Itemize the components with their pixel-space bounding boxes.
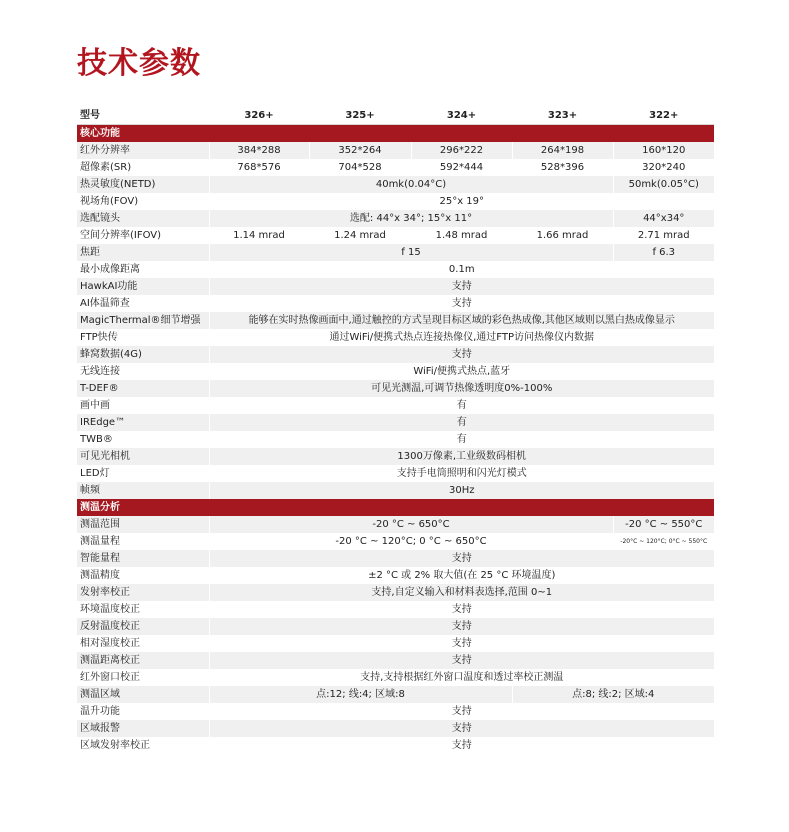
spec-label: MagicThermal®细节增强: [77, 312, 209, 329]
spec-label: 测温精度: [77, 567, 209, 584]
section-title: 核心功能: [77, 125, 714, 143]
spec-row: [77, 329, 714, 346]
spec-row: [77, 244, 714, 261]
section-title: 测温分析: [77, 499, 714, 516]
spec-label: 测温范围: [77, 516, 209, 533]
spec-label: 发射率校正: [77, 584, 209, 601]
spec-value: 592*444: [411, 159, 512, 176]
spec-value: 支持: [209, 652, 714, 669]
spec-row: [77, 261, 714, 278]
spec-value: 768*576: [209, 159, 309, 176]
model-header-cell: 322+: [613, 107, 714, 125]
spec-value: 2.71 mrad: [613, 227, 714, 244]
spec-value: 可见光测温,可调节热像透明度0%-100%: [209, 380, 714, 397]
spec-label: HawkAI功能: [77, 278, 209, 295]
spec-value: 支持: [209, 278, 714, 295]
spec-label: 帧频: [77, 482, 209, 499]
spec-label: TWB®: [77, 431, 209, 448]
spec-value: 384*288: [209, 142, 309, 159]
spec-row: [77, 669, 714, 686]
spec-label: LED灯: [77, 465, 209, 482]
spec-row: [77, 652, 714, 669]
spec-value: 160*120: [613, 142, 714, 159]
spec-value: ±2 °C 或 2% 取大值(在 25 °C 环境温度): [209, 567, 714, 584]
spec-label: 超像素(SR): [77, 159, 209, 176]
spec-value: 支持手电筒照明和闪光灯模式: [209, 465, 714, 482]
spec-label: 视场角(FOV): [77, 193, 209, 210]
spec-value: f 15: [209, 244, 613, 261]
spec-row: [77, 465, 714, 482]
spec-value: 有: [209, 431, 714, 448]
spec-value: 支持: [209, 295, 714, 312]
spec-label: 区域报警: [77, 720, 209, 737]
spec-row: [77, 295, 714, 312]
spec-label: 红外分辨率: [77, 142, 209, 159]
spec-value: 支持: [209, 346, 714, 363]
spec-value: 能够在实时热像画面中,通过触控的方式呈现目标区域的彩色热成像,其他区域则以黑白热成像显示: [209, 312, 714, 329]
spec-row: [77, 193, 714, 210]
spec-label: 环境温度校正: [77, 601, 209, 618]
spec-value: 1.48 mrad: [411, 227, 512, 244]
spec-value: 支持: [209, 703, 714, 720]
spec-value: 704*528: [309, 159, 411, 176]
spec-value: -20°C ~ 120°C; 0°C ~ 550°C: [613, 533, 714, 550]
spec-label: 测温区域: [77, 686, 209, 703]
spec-row: [77, 601, 714, 618]
spec-row: [77, 363, 714, 380]
spec-value: 296*222: [411, 142, 512, 159]
spec-row: [77, 431, 714, 448]
spec-value: 528*396: [512, 159, 613, 176]
spec-row: [77, 618, 714, 635]
spec-value: 有: [209, 414, 714, 431]
header-label: 型号: [77, 107, 209, 125]
spec-label: 最小成像距离: [77, 261, 209, 278]
spec-row: [77, 482, 714, 499]
spec-label: 无线连接: [77, 363, 209, 380]
spec-row: [77, 533, 714, 550]
spec-label: T-DEF®: [77, 380, 209, 397]
spec-label: 区域发射率校正: [77, 737, 209, 754]
spec-value: 支持: [209, 720, 714, 737]
spec-value: 25°x 19°: [209, 193, 714, 210]
spec-row: [77, 720, 714, 737]
spec-row: [77, 448, 714, 465]
spec-row: [77, 703, 714, 720]
spec-label: 红外窗口校正: [77, 669, 209, 686]
spec-row: [77, 635, 714, 652]
spec-row: [77, 312, 714, 329]
spec-value: 50mk(0.05°C): [613, 176, 714, 193]
spec-label: 智能量程: [77, 550, 209, 567]
spec-value: 1.14 mrad: [209, 227, 309, 244]
spec-row: [77, 210, 714, 227]
spec-label: IREdge™: [77, 414, 209, 431]
spec-value: 264*198: [512, 142, 613, 159]
model-header-cell: 326+: [209, 107, 309, 125]
spec-row: [77, 516, 714, 533]
spec-value: 支持,支持根据红外窗口温度和透过率校正测温: [209, 669, 714, 686]
spec-row: [77, 414, 714, 431]
spec-label: 蜂窝数据(4G): [77, 346, 209, 363]
spec-value: -20 °C ~ 550°C: [613, 516, 714, 533]
spec-value: 352*264: [309, 142, 411, 159]
spec-row: [77, 567, 714, 584]
spec-row: [77, 737, 714, 754]
spec-value: 支持: [209, 601, 714, 618]
spec-value: 支持: [209, 737, 714, 754]
spec-row: [77, 159, 714, 176]
spec-label: FTP快传: [77, 329, 209, 346]
spec-row: [77, 278, 714, 295]
spec-row: [77, 142, 714, 159]
spec-value: 点:12; 线:4; 区域:8: [209, 686, 512, 703]
spec-label: 温升功能: [77, 703, 209, 720]
spec-value: 支持,自定义输入和材料表选择,范围 0~1: [209, 584, 714, 601]
header-row: [77, 107, 714, 125]
spec-value: -20 °C ~ 120°C; 0 °C ~ 650°C: [209, 533, 613, 550]
page-title: 技术参数: [77, 46, 201, 81]
model-header-cell: 325+: [309, 107, 411, 125]
spec-value: -20 °C ~ 650°C: [209, 516, 613, 533]
spec-row: [77, 550, 714, 567]
spec-value: 通过WiFi/便携式热点连接热像仪,通过FTP访问热像仪内数据: [209, 329, 714, 346]
spec-row: [77, 686, 714, 703]
spec-label: AI体温筛查: [77, 295, 209, 312]
spec-value: 1.66 mrad: [512, 227, 613, 244]
spec-value: 1.24 mrad: [309, 227, 411, 244]
spec-label: 选配镜头: [77, 210, 209, 227]
section-header: [77, 499, 714, 516]
spec-label: 相对湿度校正: [77, 635, 209, 652]
spec-row: [77, 346, 714, 363]
spec-value: WiFi/便携式热点,蓝牙: [209, 363, 714, 380]
model-header-cell: 324+: [411, 107, 512, 125]
spec-label: 空间分辨率(IFOV): [77, 227, 209, 244]
model-header-cell: 323+: [512, 107, 613, 125]
spec-value: 支持: [209, 550, 714, 567]
spec-label: 画中画: [77, 397, 209, 414]
spec-value: 选配: 44°x 34°; 15°x 11°: [209, 210, 613, 227]
spec-label: 焦距: [77, 244, 209, 261]
spec-value: 1300万像素,工业级数码相机: [209, 448, 714, 465]
section-header: [77, 125, 714, 143]
spec-row: [77, 397, 714, 414]
spec-label: 反射温度校正: [77, 618, 209, 635]
spec-row: [77, 227, 714, 244]
spec-value: 30Hz: [209, 482, 714, 499]
spec-value: 支持: [209, 635, 714, 652]
spec-value: 44°x34°: [613, 210, 714, 227]
spec-label: 热灵敏度(NETD): [77, 176, 209, 193]
spec-row: [77, 380, 714, 397]
spec-label: 测温距离校正: [77, 652, 209, 669]
spec-row: [77, 584, 714, 601]
spec-label: 测温量程: [77, 533, 209, 550]
spec-value: 有: [209, 397, 714, 414]
spec-row: [77, 176, 714, 193]
spec-label: 可见光相机: [77, 448, 209, 465]
spec-value: 支持: [209, 618, 714, 635]
spec-table: [77, 107, 714, 754]
spec-value: 40mk(0.04°C): [209, 176, 613, 193]
spec-value: f 6.3: [613, 244, 714, 261]
spec-value: 0.1m: [209, 261, 714, 278]
spec-value: 点:8; 线:2; 区域:4: [512, 686, 714, 703]
spec-value: 320*240: [613, 159, 714, 176]
